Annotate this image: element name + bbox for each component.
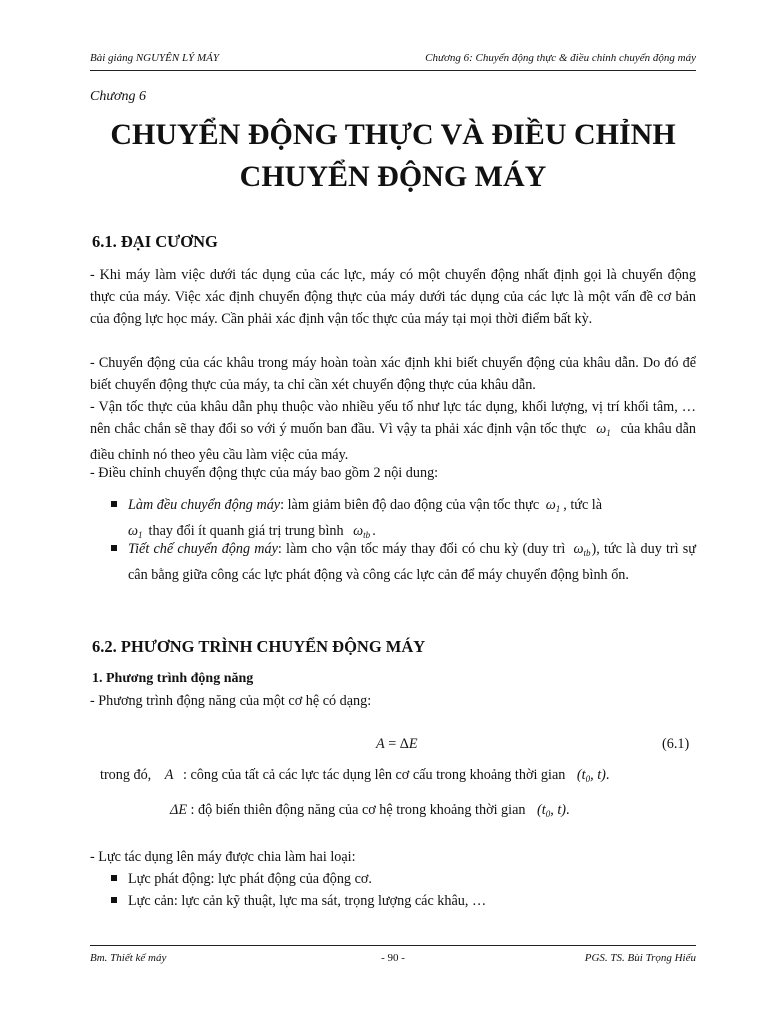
bullet-text-d: .	[372, 523, 376, 539]
chapter-title	[90, 114, 696, 198]
page-footer	[90, 945, 696, 968]
paragraph-2: - Chuyển động của các khâu trong máy hoàn toàn xác định khi biết chuyển động của khâu dẫn. Do đó để biết chuyển động thực của máy, ta chỉ cần xét chuyển động thực của khâu dẫn.	[90, 355, 696, 393]
bullet-text-b: , tức là	[563, 497, 603, 513]
bullet-text-a: : làm cho vận tốc máy thay đổi có chu kỳ (duy trì	[277, 541, 566, 557]
paragraph-3	[90, 396, 696, 466]
interval-t0-t: ($t_0$, t)	[537, 802, 566, 819]
equation-rhs: E	[408, 736, 418, 752]
square-bullet-icon	[111, 545, 117, 551]
definition-deltaE-text: : độ biến thiên động năng của cơ hệ trong khoảng thời gian	[190, 802, 526, 818]
bullet-term-tiet-che: Tiết chế chuyển động máy	[128, 541, 278, 557]
bullet-term-lam-deu: Làm đều chuyển động máy	[128, 497, 281, 513]
bullet-text-c: thay đổi ít quanh giá trị trung bình	[148, 523, 344, 539]
chapter-label: Chương 6	[90, 89, 146, 104]
footer-author: PGS. TS. Bùi Trọng Hiếu	[584, 952, 696, 964]
bullet-item-tiet-che	[128, 538, 696, 586]
equation-number: (6.1)	[662, 736, 690, 752]
symbol-A: A	[164, 767, 174, 783]
bullet-item-driving-force	[128, 868, 696, 890]
paragraph-3-text-a: - Vận tốc thực của khâu dẫn phụ thuộc vào nhiều yếu tố như lực tác dụng, khối lượng, vị trí khối tâm, … nên chắc chắn sẽ thay đổi so với ý muốn ban đầu. Vì vậy ta phải xác định vận tốc thực	[90, 399, 696, 437]
page-header	[90, 52, 696, 71]
bullet-text: Lực phát động: lực phát động của động cơ.	[128, 871, 372, 887]
header-course-title: Bài giảng NGUYÊN LÝ MÁY	[90, 52, 219, 64]
definition-A: trong đó, A : công của tất cả các lực tác dụng lên cơ cấu trong khoảng thời gian ($t_0$, t).	[100, 767, 610, 784]
equation-operator: = Δ	[384, 736, 409, 752]
bullet-item-resistance-force	[128, 890, 696, 912]
omega-tb-symbol: $\omega_{tb}$	[573, 541, 591, 558]
interval-t0-t: ($t_0$, t)	[576, 767, 606, 784]
subsection-heading-1: 1. Phương trình động năng	[92, 671, 254, 686]
definition-deltaE: ΔE : độ biến thiên động năng của cơ hệ trong khoảng thời gian ($t_0$, t).	[170, 802, 570, 819]
header-chapter-title: Chương 6: Chuyển động thực & điều chỉnh chuyển động máy	[425, 52, 696, 64]
footer-page-number: - 90 -	[381, 952, 405, 964]
equation-6-1	[376, 736, 418, 753]
section-heading-6-2: 6.2. PHƯƠNG TRÌNH CHUYỂN ĐỘNG MÁY	[92, 637, 426, 656]
bullet-text-a: : làm giảm biên độ dao động của vận tốc thực	[280, 497, 540, 513]
bullet-text-b: ), tức là duy trì sự cân bằng giữa công các lực phát động và công các lực cản để máy chuyển động bình ổn.	[128, 541, 696, 583]
symbol-delta-E: ΔE	[170, 802, 187, 818]
omega-1-symbol: $\omega_1$	[128, 523, 143, 540]
omega-tb-symbol: $\omega_{tb}$	[353, 523, 371, 540]
bullet-text: Lực cản: lực cản kỹ thuật, lực ma sát, trọng lượng các khâu, …	[128, 893, 487, 909]
definition-A-text: : công của tất cả các lực tác dụng lên cơ cấu trong khoảng thời gian	[183, 767, 566, 783]
omega-1-symbol: $\omega_1$	[596, 421, 611, 438]
paragraph-3-text-b: của khâu dẫn điều chỉnh nó theo yêu cầu làm việc của máy.	[90, 421, 696, 463]
footer-department: Bm. Thiết kế máy	[90, 952, 167, 964]
omega-1-symbol: $\omega_1$	[545, 497, 561, 514]
section-heading-6-1: 6.1. ĐẠI CƯƠNG	[92, 232, 218, 251]
paragraph-4: - Điều chỉnh chuyển động thực của máy bao gồm 2 nội dung:	[90, 465, 439, 481]
equation-lhs: A	[376, 736, 385, 752]
square-bullet-icon	[111, 875, 117, 881]
square-bullet-icon	[111, 897, 117, 903]
chapter-title-line1: CHUYỂN ĐỘNG THỰC VÀ ĐIỀU CHỈNH	[110, 118, 676, 151]
paragraph-kinetic-intro: - Phương trình động năng của một cơ hệ có dạng:	[90, 693, 372, 709]
chapter-title-line2: CHUYỂN ĐỘNG MÁY	[239, 160, 547, 193]
definition-intro: trong đó,	[100, 767, 152, 783]
paragraph-1: - Khi máy làm việc dưới tác dụng của các lực, máy có một chuyển động nhất định gọi là chuyển động thực của máy. Việc xác định chuyển động thực của máy dưới tác dụng của các lực là một vấn đề cơ bản của động lực học máy. Cần phải xác định vận tốc thực của máy tại mọi thời điểm bất kỳ.	[90, 267, 696, 327]
paragraph-force-types: - Lực tác dụng lên máy được chia làm hai loại:	[90, 849, 356, 865]
square-bullet-icon	[111, 501, 117, 507]
